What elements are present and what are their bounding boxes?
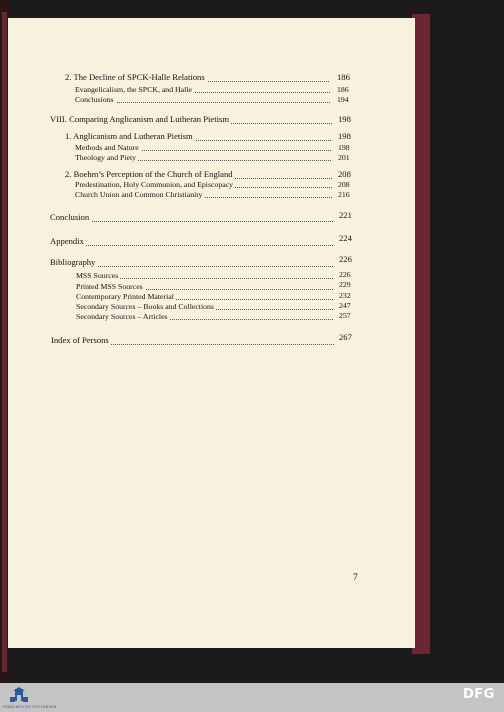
toc-entry xyxy=(75,153,331,163)
toc-entry-page: 267 xyxy=(339,332,352,342)
toc-entry-title: MSS Sources xyxy=(76,271,119,280)
leader-dots xyxy=(50,245,333,246)
toc-entry xyxy=(75,143,331,153)
toc-entry xyxy=(76,292,333,302)
toc-entry-title: 1. Anglicanism and Lutheran Pietism xyxy=(65,131,193,141)
toc-entry-page: 194 xyxy=(337,95,349,104)
viewer-footer-bar xyxy=(0,683,504,712)
toc-entry-page: 232 xyxy=(339,291,351,300)
toc-entry xyxy=(65,72,329,84)
toc-entry-title: Theology and Piety xyxy=(75,153,137,162)
toc-entry-title: 2. Boehm’s Perception of the Church of England xyxy=(65,169,233,179)
toc-entry-title: Contemporary Printed Material xyxy=(76,292,174,301)
toc-entry-title: Index of Persons xyxy=(51,335,109,345)
book-page xyxy=(8,18,415,648)
toc-entry-page: 208 xyxy=(338,169,351,179)
page-number: 7 xyxy=(353,573,358,583)
toc-entry-title: Printed MSS Sources xyxy=(76,282,143,291)
toc-entry-title: Conclusions xyxy=(75,95,114,104)
toc-entry xyxy=(76,271,333,281)
toc-entry-page: 226 xyxy=(339,254,352,264)
toc-entry-page: 224 xyxy=(339,233,352,243)
toc-entry-page: 186 xyxy=(337,72,350,82)
leader-dots xyxy=(50,221,333,222)
toc-entry-title: Church Union and Common Christianity xyxy=(75,190,203,199)
toc-entry-page: 198 xyxy=(338,143,350,152)
toc-entry-page: 247 xyxy=(339,301,351,310)
toc-entry-page: 221 xyxy=(339,210,352,220)
toc-entry xyxy=(50,212,333,224)
toc-entry-page: 257 xyxy=(339,311,351,320)
toc-entry-page: 198 xyxy=(338,114,351,124)
toc-entry-title: Secondary Sources – Articles xyxy=(76,312,168,321)
toc-entry-page: 226 xyxy=(339,270,351,279)
toc-entry xyxy=(75,85,330,95)
toc-entry xyxy=(50,257,333,269)
toc-entry-page: 216 xyxy=(338,190,350,199)
toc-entry-title: Methods and Nature xyxy=(75,143,139,152)
toc-entry xyxy=(65,131,331,143)
toc-entry-title: VIII. Comparing Anglicanism and Lutheran Pietism xyxy=(50,114,230,124)
toc-entry xyxy=(76,302,333,312)
toc-entry-page: 186 xyxy=(337,85,349,94)
toc-entry-title: Evangelicalism, the SPCK, and Halle xyxy=(75,85,192,94)
toc-entry-title: Bibliography xyxy=(50,257,96,267)
toc-entry-page: 229 xyxy=(339,280,351,289)
toc-entry-title: Predestination, Holy Communion, and Episcopacy xyxy=(75,180,234,189)
toc-entry-page: 208 xyxy=(338,180,350,189)
toc-entry xyxy=(76,282,333,292)
toc-entry-page: 201 xyxy=(338,153,350,162)
toc-entry-title: Secondary Sources – Books and Collections xyxy=(76,302,214,311)
toc-entry xyxy=(75,190,332,200)
toc-entry-page: 198 xyxy=(338,131,351,141)
toc-entry xyxy=(75,180,332,190)
toc-entry-title: Appendix xyxy=(50,236,84,246)
toc-entry-title: 2. The Decline of SPCK-Halle Relations xyxy=(65,72,205,82)
toc-entry-title: Conclusion xyxy=(50,212,90,222)
dfg-logo: DFG xyxy=(463,687,495,702)
toc-entry xyxy=(51,335,334,347)
toc-entry xyxy=(50,236,333,248)
toc-entry xyxy=(76,312,333,322)
binding-edge xyxy=(2,12,7,672)
toc-entry xyxy=(50,114,332,126)
logo-caption: FRANCKESCHE STIFTUNGEN xyxy=(3,705,57,709)
toc-entry xyxy=(75,95,330,105)
